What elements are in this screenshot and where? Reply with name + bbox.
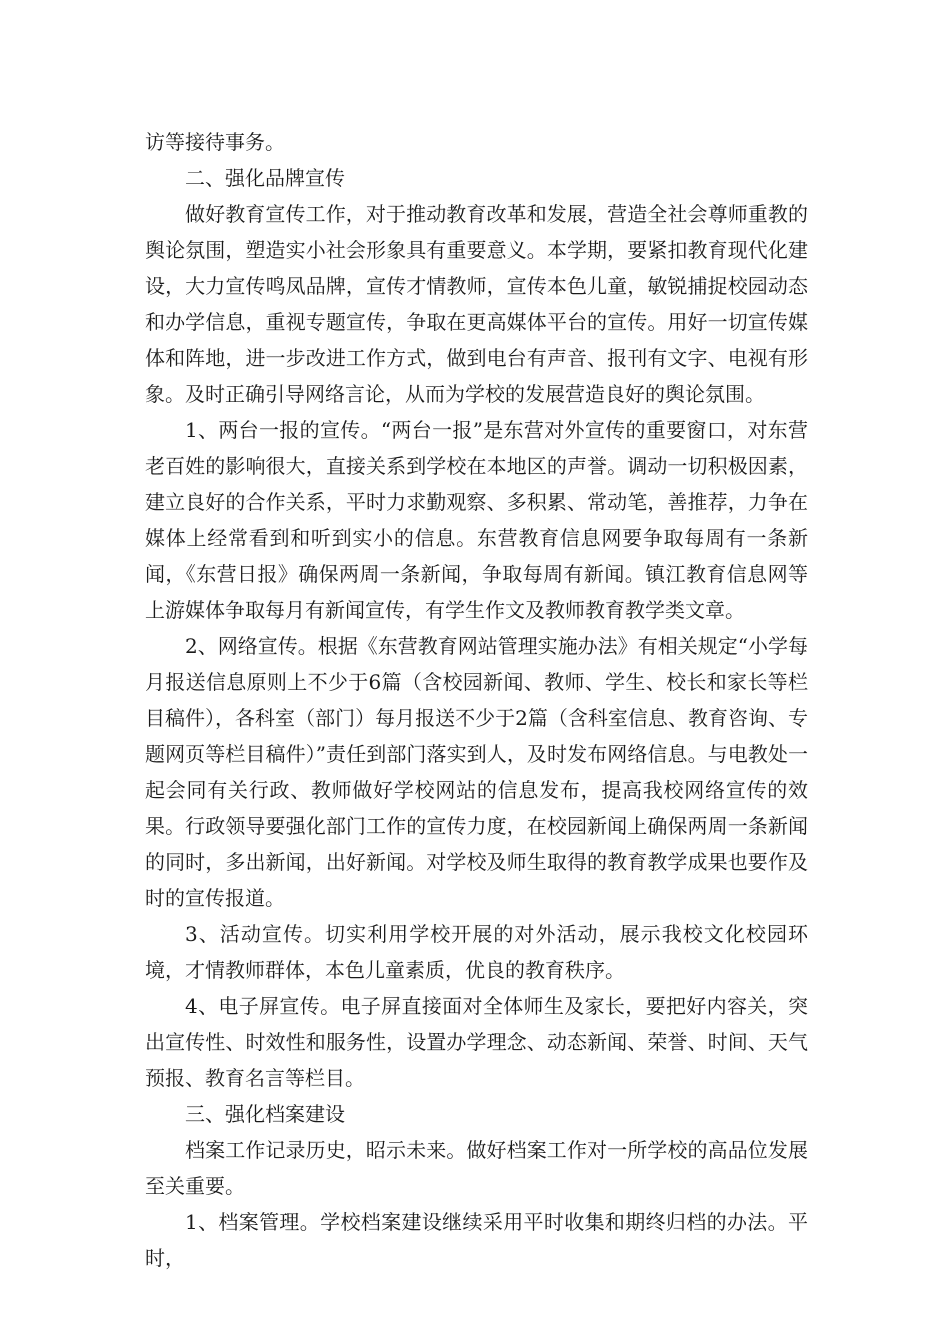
document-body	[145, 124, 808, 1276]
paragraph-promotion-intro: 做好教育宣传工作，对于推动教育改革和发展，营造全社会尊师重教的舆论氛围，塑造实小社会形象具有重要意义。本学期，要紧扣教育现代化建设，大力宣传鸣凤品牌，宣传才情教师，宣传本色儿童，敏锐捕捉校园动态和办学信息，重视专题宣传，争取在更高媒体平台的宣传。用好一切宣传媒体和阵地，进一步改进工作方式，做到电台有声音、报刊有文字、电视有形象。及时正确引导网络言论，从而为学校的发展营造良好的舆论氛围。	[145, 202, 808, 406]
paragraph-archive-management: 1、档案管理。学校档案建设继续采用平时收集和期终归档的办法。平时，	[145, 1210, 808, 1270]
paragraph-network-promotion: 2、网络宣传。根据《东营教育网站管理实施办法》有相关规定“小学每月报送信息原则上不少于6篇（含校园新闻、教师、学生、校长和家长等栏目稿件），各科室（部门）每月报送不少于2篇（含科室信息、教育咨询、专题网页等栏目稿件）”责任到部门落实到人，及时发布网络信息。与电教处一起会同有关行政、教师做好学校网站的信息发布，提高我校网络宣传的效果。行政领导要强化部门工作的宣传力度，在校园新闻上确保两周一条新闻的同时，多出新闻，出好新闻。对学校及师生取得的教育教学成果也要作及时的宣传报道。	[145, 634, 808, 910]
section-heading-archive-building: 三、强化档案建设	[185, 1102, 345, 1126]
continuation-text: 访等接待事务。	[145, 130, 285, 154]
paragraph-screen-promotion: 4、电子屏宣传。电子屏直接面对全体师生及家长，要把好内容关，突出宣传性、时效性和服务性，设置办学理念、动态新闻、荣誉、时间、天气预报、教育名言等栏目。	[145, 994, 808, 1090]
paragraph-activity-promotion: 3、活动宣传。切实利用学校开展的对外活动，展示我校文化校园环境，才情教师群体，本色儿童素质，优良的教育秩序。	[145, 922, 808, 982]
section-heading-brand-promotion: 二、强化品牌宣传	[185, 166, 345, 190]
paragraph-media-promotion: 1、两台一报的宣传。“两台一报”是东营对外宣传的重要窗口，对东营老百姓的影响很大，直接关系到学校在本地区的声誉。调动一切积极因素，建立良好的合作关系，平时力求勤观察、多积累、常动笔，善推荐，力争在媒体上经常看到和听到实小的信息。东营教育信息网要争取每周有一条新闻，《东营日报》确保两周一条新闻，争取每周有新闻。镇江教育信息网等上游媒体争取每月有新闻宣传，有学生作文及教师教育教学类文章。	[145, 418, 808, 622]
paragraph-archive-intro: 档案工作记录历史，昭示未来。做好档案工作对一所学校的高品位发展至关重要。	[145, 1138, 808, 1198]
